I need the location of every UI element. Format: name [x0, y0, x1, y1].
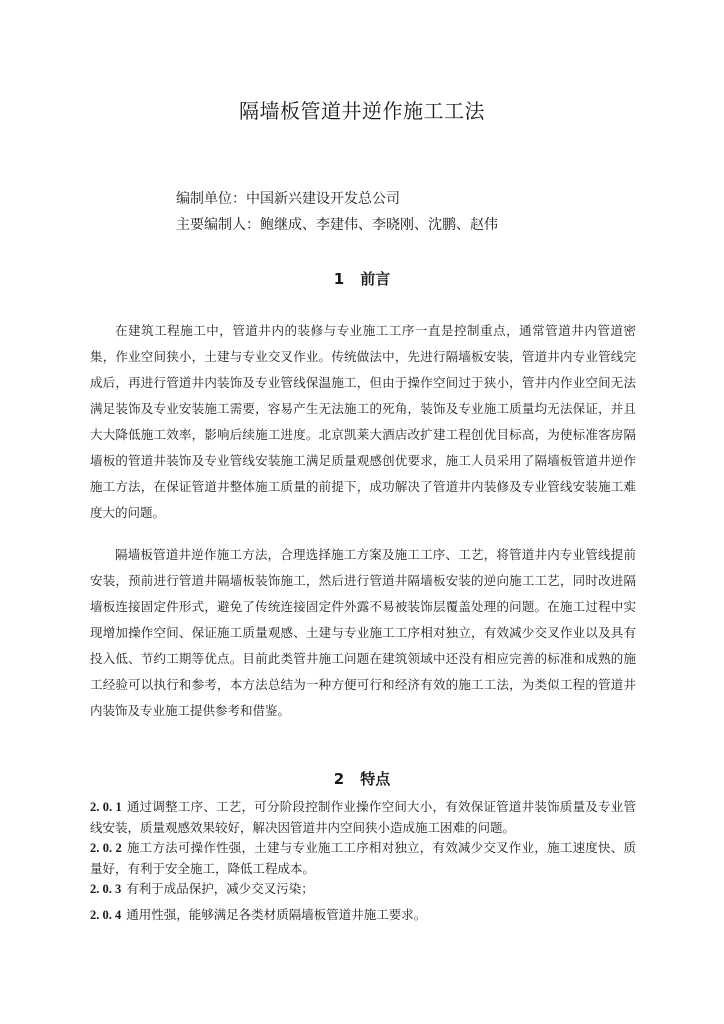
item-number: 2. 0. 1	[90, 800, 122, 814]
item-text: 通过调整工序、工艺，可分阶段控制作业操作空间大小，有效保证管道井装饰质量及专业管线安装，质量观感效果较好，解决因管道井内空间狭小造成施工困难的问题。	[90, 799, 636, 835]
paragraph: 在建筑工程施工中，管道井内的装修与专业施工工序一直是控制重点，通常管道井内管道密集，作业空间狭小，土建与专业交叉作业。传统做法中，先进行隔墙板安装，管道井内专业管线完成后，再进行管道井内装饰及专业管线保温施工，但由于操作空间过于狭小，管井内作业空间无法满足装饰及专业安装施工需要，容易产生无法施工的死角，装饰及专业施工质量均无法保证，并且大大降低施工效率，影响后续施工进度。北京凯莱大酒店改扩建工程创优目标高，为使标准客房隔墙板的管道井装饰及专业管线安装施工满足质量观感创优要求，施工人员采用了隔墙板管道井逆作施工方法，在保证管道井整体施工质量的前提下，成功解决了管道井内装修及专业管线安装施工难度大的问题。	[90, 323, 636, 520]
main-authors: 主要编制人：鲍继成、李建伟、李晓刚、沈鹏、赵伟	[176, 217, 498, 233]
section-2-heading	[0, 768, 724, 789]
section-number: 1	[333, 270, 345, 288]
section-number: 2	[333, 770, 345, 788]
item-number: 2. 0. 2	[90, 841, 122, 855]
paragraph: 隔墙板管道井逆作施工方法，合理选择施工方案及施工工序、工艺，将管道井内专业管线提前安装，预前进行管道井隔墙板装饰施工，然后进行管道井隔墙板安装的逆向施工工艺，同时改进隔墙板连接固定件形式，避免了传统连接固定件外露不易被装饰层覆盖处理的问题。在施工过程中实现增加操作空间、保证施工质量观感、土建与专业施工工序相对独立，有效减少交叉作业以及具有投入低、节约工期等优点。目前此类管井施工问题在建筑领域中还没有相应完善的标准和成熟的施工经验可以执行和参考，本方法总结为一种方便可行和经济有效的施工工法，为类似工程的管道井内装饰及专业施工提供参考和借鉴。	[90, 547, 636, 718]
feature-item	[90, 838, 636, 879]
item-text: 通用性强，能够满足各类材质隔墙板管道井施工要求。	[126, 907, 427, 922]
feature-item	[90, 797, 636, 838]
section-title: 前言	[360, 270, 391, 288]
feature-item	[90, 905, 636, 926]
item-text: 施工方法可操作性强，土建与专业施工工序相对独立，有效减少交叉作业，施工速度快、质量好，有利于安全施工，降低工程成本。	[90, 840, 636, 876]
item-number: 2. 0. 3	[90, 882, 122, 896]
section-title: 特点	[360, 770, 391, 788]
feature-item	[90, 879, 636, 900]
document-title: 隔墙板管道井逆作施工工法	[239, 99, 485, 123]
compiling-unit: 编制单位：中国新兴建设开发总公司	[176, 191, 400, 207]
section-1-heading	[0, 268, 724, 289]
item-number: 2. 0. 4	[90, 908, 122, 922]
item-text: 有利于成品保护，减少交叉污染；	[126, 881, 314, 896]
